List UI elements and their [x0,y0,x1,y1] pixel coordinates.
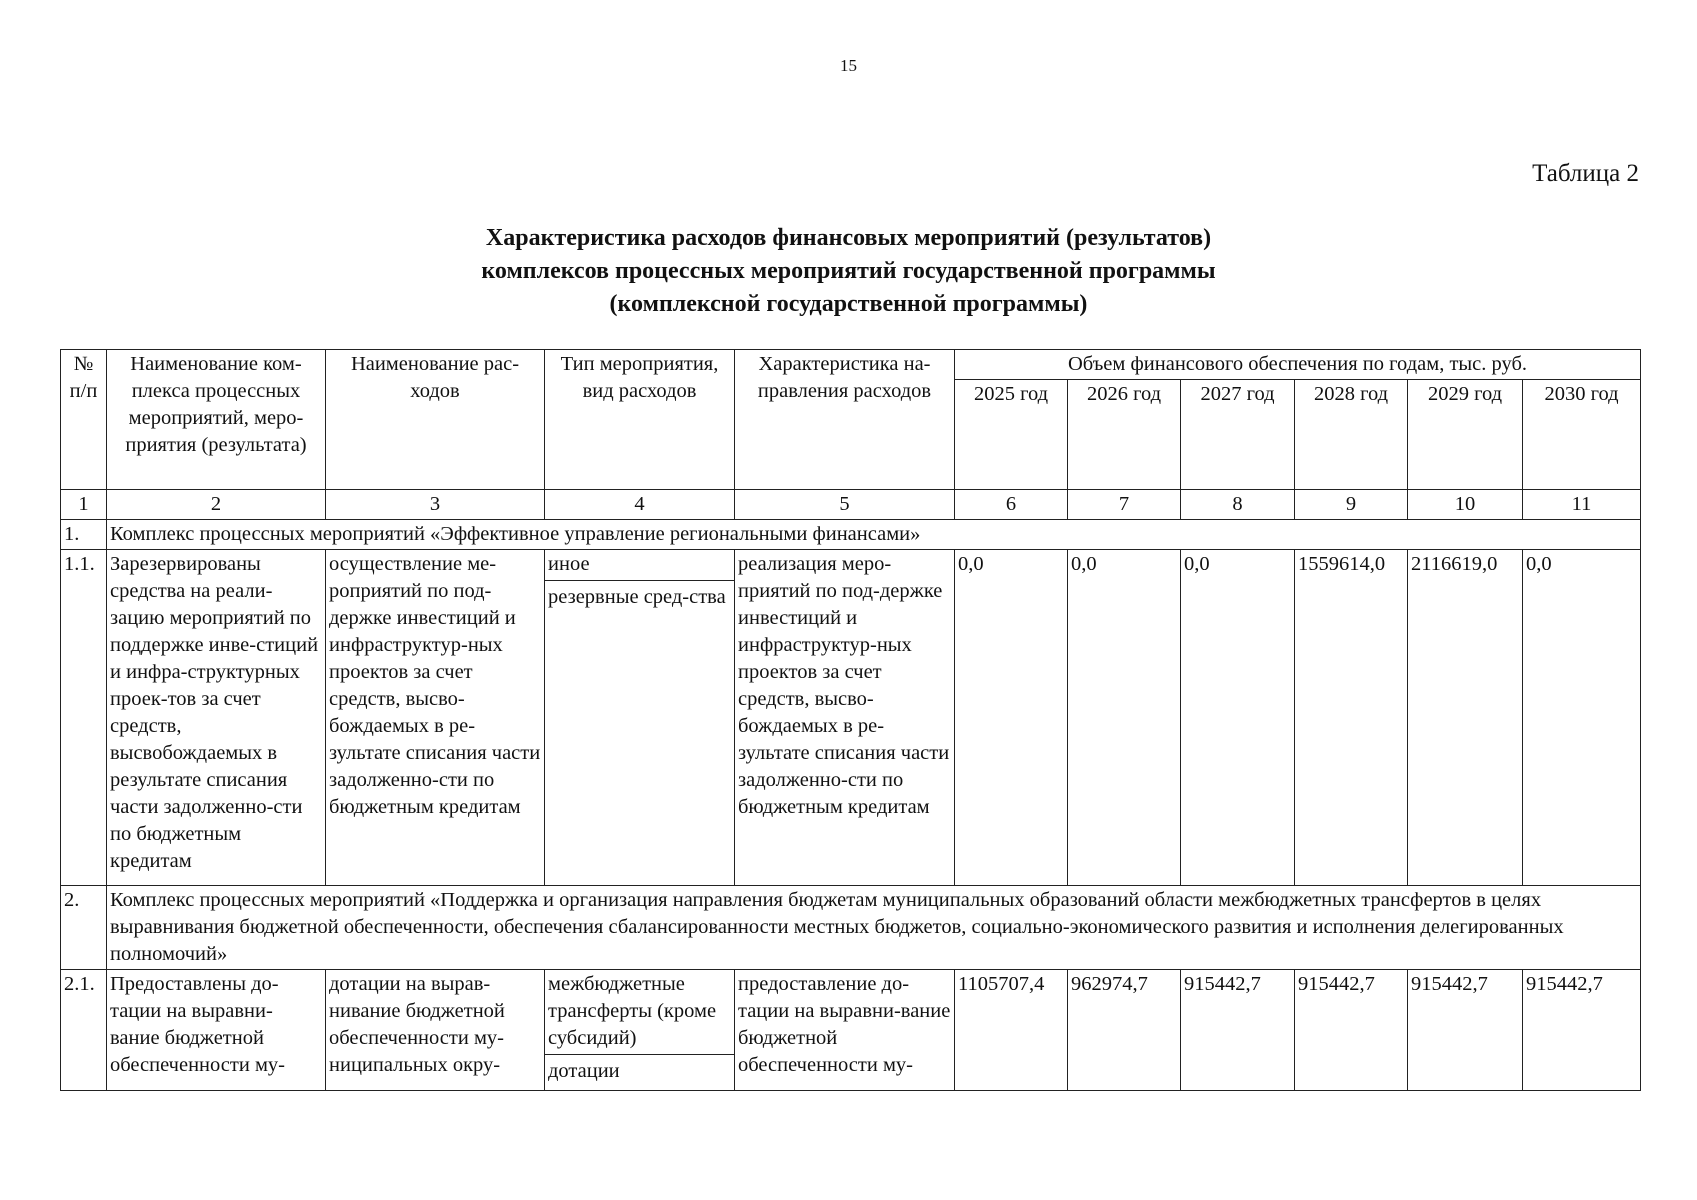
column-number: 6 [955,490,1068,520]
row-value-2026: 962974,7 [1068,970,1181,1091]
row-value-2026: 0,0 [1068,550,1181,886]
column-number: 1 [61,490,107,520]
header-year: 2030 год [1523,380,1641,490]
section-title: Комплекс процессных мероприятий «Эффективное управление региональными финансами» [107,520,1641,550]
column-number: 7 [1068,490,1181,520]
column-number: 2 [107,490,326,520]
row-value-2028: 1559614,0 [1295,550,1408,886]
column-number: 8 [1181,490,1295,520]
section-row [61,520,1641,550]
column-number: 9 [1295,490,1408,520]
column-number: 3 [326,490,545,520]
column-number: 11 [1523,490,1641,520]
header-name: Наименование ком-плекса процессных мероприятий, меро-приятия (результата) [107,350,326,490]
row-type-bottom: дотации [548,1060,620,1082]
row-type-top: межбюджетные трансферты (кроме субсидий) [545,970,734,1055]
row-value-2028: 915442,7 [1295,970,1408,1091]
column-number: 10 [1408,490,1523,520]
header-num: № п/п [61,350,107,490]
section-title: Комплекс процессных мероприятий «Поддержка и организация направления бюджетам муниципальных образований области межбюджетных трансфертов в целях выравнивания бюджетной обеспеченности, обеспечения сбалансированности местных бюджетов, социально-экономического развития и исполнения делегированных полномочий» [107,886,1641,970]
row-value-2027: 915442,7 [1181,970,1295,1091]
header-year: 2026 год [1068,380,1181,490]
row-value-2030: 915442,7 [1523,970,1641,1091]
row-value-2029: 915442,7 [1408,970,1523,1091]
row-value-2030: 0,0 [1523,550,1641,886]
row-value-2027: 0,0 [1181,550,1295,886]
row-type [545,550,735,886]
row-name: Предоставлены до-тации на выравни-вание бюджетной обеспеченности му- [107,970,326,1091]
table-row [61,970,1641,1091]
header-volume: Объем финансового обеспечения по годам, тыс. руб. [955,350,1641,380]
row-value-2029: 2116619,0 [1408,550,1523,886]
row-type-bottom: резервные сред-ства [548,586,726,608]
expenses-table [60,349,1641,1091]
header-expense: Наименование рас-ходов [326,350,545,490]
header-row [61,350,1641,380]
header-year: 2025 год [955,380,1068,490]
row-value-2025: 1105707,4 [955,970,1068,1091]
row-expense: осуществление ме-роприятий по под-держке инвестиций и инфраструктур-ных проектов за счет средств, высво-бождаемых в ре-зультате списания части задолженно-сти по бюджетным кредитам [326,550,545,886]
title-line: Характеристика расходов финансовых мероприятий (результатов) [485,225,1212,251]
row-characteristic: предоставление до-тации на выравни-вание бюджетной обеспеченности му- [735,970,955,1091]
header-characteristic: Характеристика на-правления расходов [735,350,955,490]
row-num: 2.1. [61,970,107,1091]
section-num: 2. [61,886,107,970]
column-numbers-row [61,490,1641,520]
table-row [61,550,1641,886]
header-year: 2028 год [1295,380,1408,490]
row-expense: дотации на вырав-нивание бюджетной обеспеченности му-ниципальных окру- [326,970,545,1091]
table-label: Таблица 2 [1532,160,1639,187]
title-line: комплексов процессных мероприятий государственной программы [481,258,1216,284]
row-num: 1.1. [61,550,107,886]
column-number: 5 [735,490,955,520]
header-type: Тип мероприятия, вид расходов [545,350,735,490]
row-name: Зарезервированы средства на реали-зацию мероприятий по поддержке инве-стиций и инфра-структурных проек-тов за счет средств, высвобождаемых в результате списания части задолженно-сти по бюджетным кредитам [107,550,326,886]
document-title [0,222,1697,321]
column-number: 4 [545,490,735,520]
title-line: (комплексной государственной программы) [609,291,1088,317]
section-row [61,886,1641,970]
row-type-top: иное [545,550,734,581]
section-num: 1. [61,520,107,550]
header-year: 2027 год [1181,380,1295,490]
row-characteristic: реализация меро-приятий по под-держке инвестиций и инфраструктур-ных проектов за счет средств, высво-бождаемых в ре-зультате списания части задолженно-сти по бюджетным кредитам [735,550,955,886]
header-year: 2029 год [1408,380,1523,490]
page-number: 15 [840,56,857,75]
row-type [545,970,735,1091]
row-value-2025: 0,0 [955,550,1068,886]
